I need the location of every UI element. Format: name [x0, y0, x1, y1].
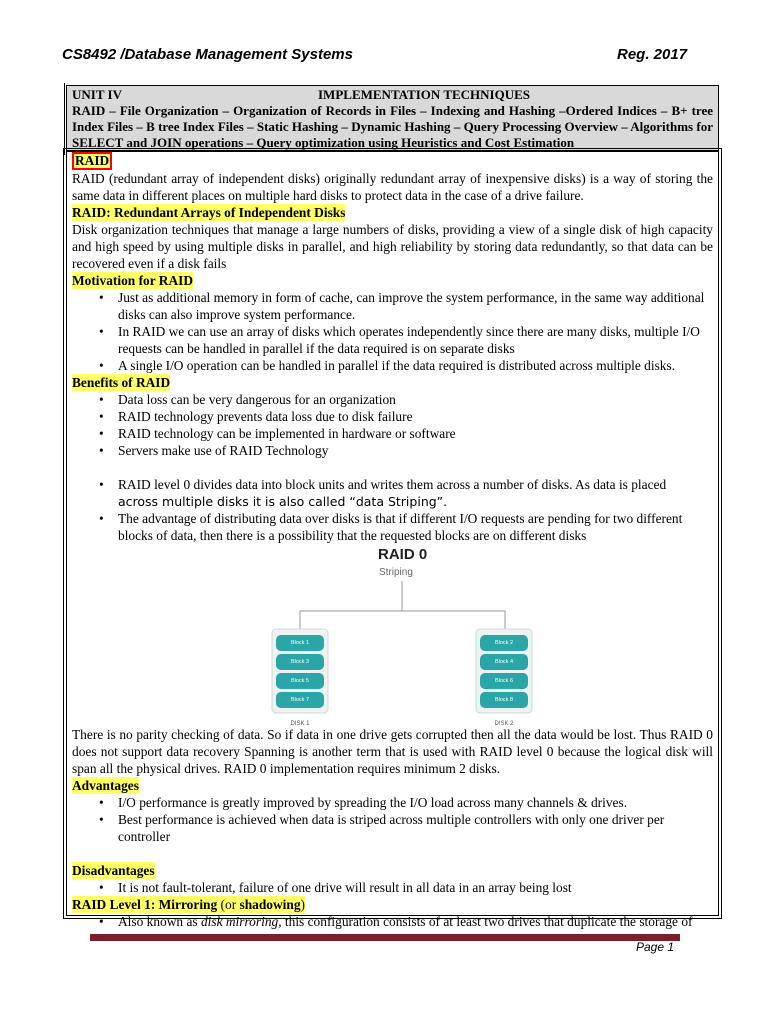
list-item: • In RAID we can use an array of disks which operates independently since there are many disks, multiple I/O requests can be handled in parallel if the data required is on separate disks — [118, 323, 713, 357]
unit-title: IMPLEMENTATION TECHNIQUES — [318, 87, 531, 102]
list-item: • Just as additional memory in form of cache, can improve the system performance, in the same way additional disks can also improve system performance. — [118, 289, 713, 323]
block: Block 2 — [480, 635, 528, 651]
list-item: • A single I/O operation can be handled in parallel if the data required is distributed across multiple disks. — [118, 357, 713, 374]
unit-topics: RAID – File Organization – Organization of Records in Files – Indexing and Hashing –Ordered Indices – B+ tree Index Files – B tree Index Files – Static Hashing – Dynamic Hashing – Query Processing Overview – Algorithms for SELECT and JOIN operations – Query optimization using Heuristics and Cost Estimation — [72, 103, 713, 150]
parity-text: There is no parity checking of data. So if data in one drive gets corrupted then all the data would be lost. Thus RAID 0 does not support data recovery Spanning is another term that is used with RAID level 0 because the logical disk will span all the physical drives. RAID 0 implementation requires minimum 2 disks. — [72, 727, 713, 776]
heading-raid-level1 — [72, 896, 305, 913]
list-item: • I/O performance is greatly improved by spreading the I/O load across many channels & drives. — [118, 794, 713, 811]
level0-text-b: across multiple disks it is also called “data Striping”. — [118, 494, 448, 509]
level1-bullet-b: , this configuration consists of at least two drives that duplicate the storage of — [278, 914, 693, 929]
benefits-list — [72, 391, 713, 459]
list-item: • Data loss can be very dangerous for an organization — [118, 391, 713, 408]
raid0-diagram — [72, 546, 713, 726]
heading-advantages: Advantages — [72, 778, 139, 793]
page-number: Page 1 — [636, 940, 675, 954]
raid-level0-list — [72, 476, 713, 544]
disk-2-label: DISK 2 — [494, 721, 514, 727]
heading-raid: RAID — [72, 152, 112, 170]
heading-motivation: Motivation for RAID — [72, 273, 193, 288]
list-item — [118, 476, 713, 510]
diagram-connector-lines — [72, 546, 725, 726]
block: Block 7 — [276, 692, 324, 708]
diagram-title: RAID 0 — [378, 546, 428, 563]
level1-heading-d: shadowing — [239, 897, 301, 912]
list-item — [118, 913, 713, 930]
level1-bullet-a: Also known as — [118, 914, 201, 929]
footer-bar — [90, 934, 680, 941]
block: Block 8 — [480, 692, 528, 708]
level1-heading-sep: : — [150, 897, 159, 912]
block: Block 1 — [276, 635, 324, 651]
list-item: • It is not fault-tolerant, failure of one drive will result in all data in an array being lost — [118, 879, 713, 896]
motivation-list — [72, 289, 713, 374]
diagram-subtitle: Striping — [379, 567, 413, 578]
block: Block 6 — [480, 673, 528, 689]
list-item: • RAID technology can be implemented in hardware or software — [118, 425, 713, 442]
level1-heading-e: ) — [300, 897, 305, 912]
list-item: • RAID technology prevents data loss due to disk failure — [118, 408, 713, 425]
list-item: • The advantage of distributing data over disks is that if different I/O requests are pending for two different blocks of data, then there is a possibility that the requested blocks are on different disks — [118, 510, 713, 544]
level0-text-a: RAID level 0 divides data into block units and writes them across a number of disks. As data is placed — [118, 477, 667, 492]
raid-definition: RAID (redundant array of independent disks) originally redundant array of inexpensive disks) is a way of storing the same data in different places on multiple hard disks to protect data in the case of a drive failure. — [72, 171, 713, 203]
heading-redundant-arrays: RAID: Redundant Arrays of Independent Disks — [72, 205, 346, 220]
content-frame — [66, 151, 719, 929]
unit-label: UNIT IV — [72, 87, 122, 102]
redundant-arrays-text: Disk organization techniques that manage a large numbers of disks, providing a view of a single disk of high capacity and high speed by using multiple disks in parallel, and high reliability by storing data redundantly, so that data can be recovered even if a disk fails — [72, 222, 713, 271]
list-item: • Best performance is achieved when data is striped across multiple controllers with only one driver per controller — [118, 811, 713, 845]
level1-heading-a: RAID Level 1 — [72, 897, 151, 912]
heading-disadvantages: Disadvantages — [72, 863, 155, 878]
level1-bullet-em: disk mirroring — [200, 914, 279, 929]
block: Block 3 — [276, 654, 324, 670]
unit-syllabus-box — [66, 85, 719, 151]
advantages-list — [72, 794, 713, 845]
heading-benefits: Benefits of RAID — [72, 375, 171, 390]
header-course-title: CS8492 /Database Management Systems — [62, 46, 353, 63]
raid-level1-list — [72, 913, 713, 930]
disadvantages-list — [72, 879, 713, 896]
block: Block 4 — [480, 654, 528, 670]
disk-1-label: DISK 1 — [290, 721, 310, 727]
header-regulation: Reg. 2017 — [617, 46, 688, 63]
level1-heading-b: Mirroring — [158, 897, 218, 912]
list-item: • Servers make use of RAID Technology — [118, 442, 713, 459]
level1-heading-c: (or — [217, 897, 240, 912]
block: Block 5 — [276, 673, 324, 689]
